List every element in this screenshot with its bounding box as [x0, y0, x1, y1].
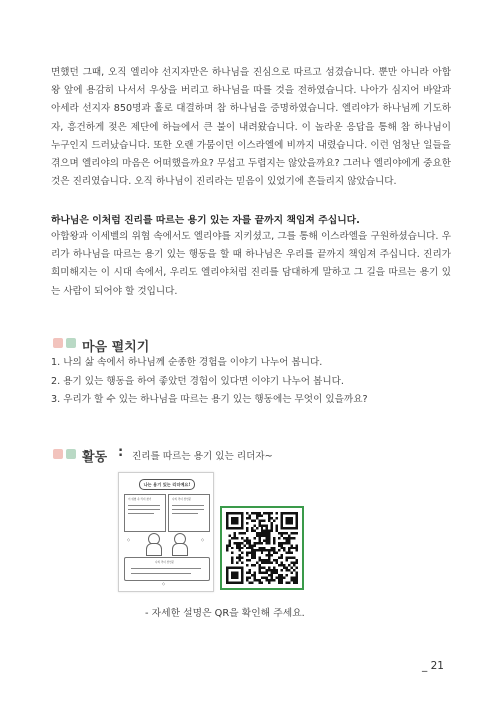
- worksheet-box-2: [168, 494, 210, 532]
- section-marker-pink-icon: [53, 449, 63, 459]
- figure-body-icon: [146, 543, 162, 556]
- section-title-activity: 활동: [82, 450, 108, 465]
- section-title-colon: :: [118, 445, 124, 460]
- section-marker-green-icon: [66, 338, 76, 348]
- worksheet-box-3: [124, 557, 210, 581]
- qr-caption: - 자세한 설명은 QR을 확인해 주세요.: [145, 608, 305, 619]
- emphasis-heading: 하나님은 이처럼 진리를 따르는 용기 있는 자를 끝까지 책임져 주십니다.: [51, 215, 360, 226]
- worksheet-box-label: 나의 리더 선언문: [172, 498, 192, 501]
- qr-code-icon: [226, 512, 298, 584]
- figure-body-icon: [172, 543, 188, 556]
- question-item: 3. 우리가 할 수 있는 하나님을 따르는 용기 있는 행동에는 무엇이 있을까요?: [51, 394, 368, 405]
- worksheet-title: 나는 용기 있는 리더예요!: [139, 479, 195, 490]
- section-marker-green-icon: [66, 449, 76, 459]
- section-marker-pink-icon: [53, 338, 63, 348]
- section-title-open-heart: 마음 펼치기: [82, 340, 150, 355]
- question-item: 1. 나의 삶 속에서 하나님께 순종한 경험을 이야기 나누어 봅니다.: [51, 357, 323, 368]
- star-icon: ◇: [201, 537, 205, 542]
- worksheet-box-label: 이 위협 속 리더 찾기: [128, 498, 152, 501]
- page-number: _ 21: [422, 660, 444, 672]
- body-paragraph-1: 면했던 그때, 오직 엘리야 선지자만은 하나님을 진심으로 따르고 섬겼습니다. 뿐만 아니라 아합왕 앞에 용감히 나서서 우상을 버리고 하나님을 따를 것을 전하였습니다. 나아가 심지어 바알과 아세라 선지자 850명과 홀로 대결하며 참 하나님을 증명하였습니다. 엘리야가 하나님께 기도하자, 흥건하게 젖은 제단에 하늘에서 큰 불이 내려왔습니다. 이 놀라운 응답을 통해 참 하나님이 누구인지 드러났습니다. 또한 오랜 가뭄이던 이스라엘에 비까지 내렸습니다. 이런 엄청난 일들을 겪으며 엘리야의 마음은 어떠했을까요? 무섭고 두렵지는 않았을까요? 그러나 엘리야에게 중요한 것은 진리였습니다. 오직 하나님이 진리라는 믿음이 있었기에 흔들리지 않았습니다.: [51, 67, 451, 188]
- worksheet-box-label: 나의 리더 선언문: [155, 561, 175, 564]
- star-icon: ◇: [127, 537, 131, 542]
- worksheet-box-1: [124, 494, 166, 532]
- star-icon: ◇: [162, 581, 166, 586]
- worksheet-thumbnail: [118, 472, 214, 592]
- discussion-questions: [51, 354, 368, 410]
- qr-code[interactable]: [220, 506, 304, 590]
- question-item: 2. 용기 있는 행동을 하여 좋았던 경험이 있다면 이야기 나누어 봅니다.: [51, 375, 344, 387]
- body-paragraph-2: 아합왕과 이세벨의 위협 속에서도 엘리야를 지키셨고, 그를 통해 이스라엘을 구원하셨습니다. 우리가 하나님을 따르는 용기 있는 행동을 할 때 하나님은 우리를 끝까지 책임져 주십니다. 진리가 희미해지는 이 시대 속에서, 우리도 엘리야처럼 진리를 담대하게 말하고 그 길을 따르는 용기 있는 사람이 되어야 할 것입니다.: [51, 231, 451, 297]
- activity-subtitle: 진리를 따르는 용기 있는 리더자~: [132, 451, 273, 462]
